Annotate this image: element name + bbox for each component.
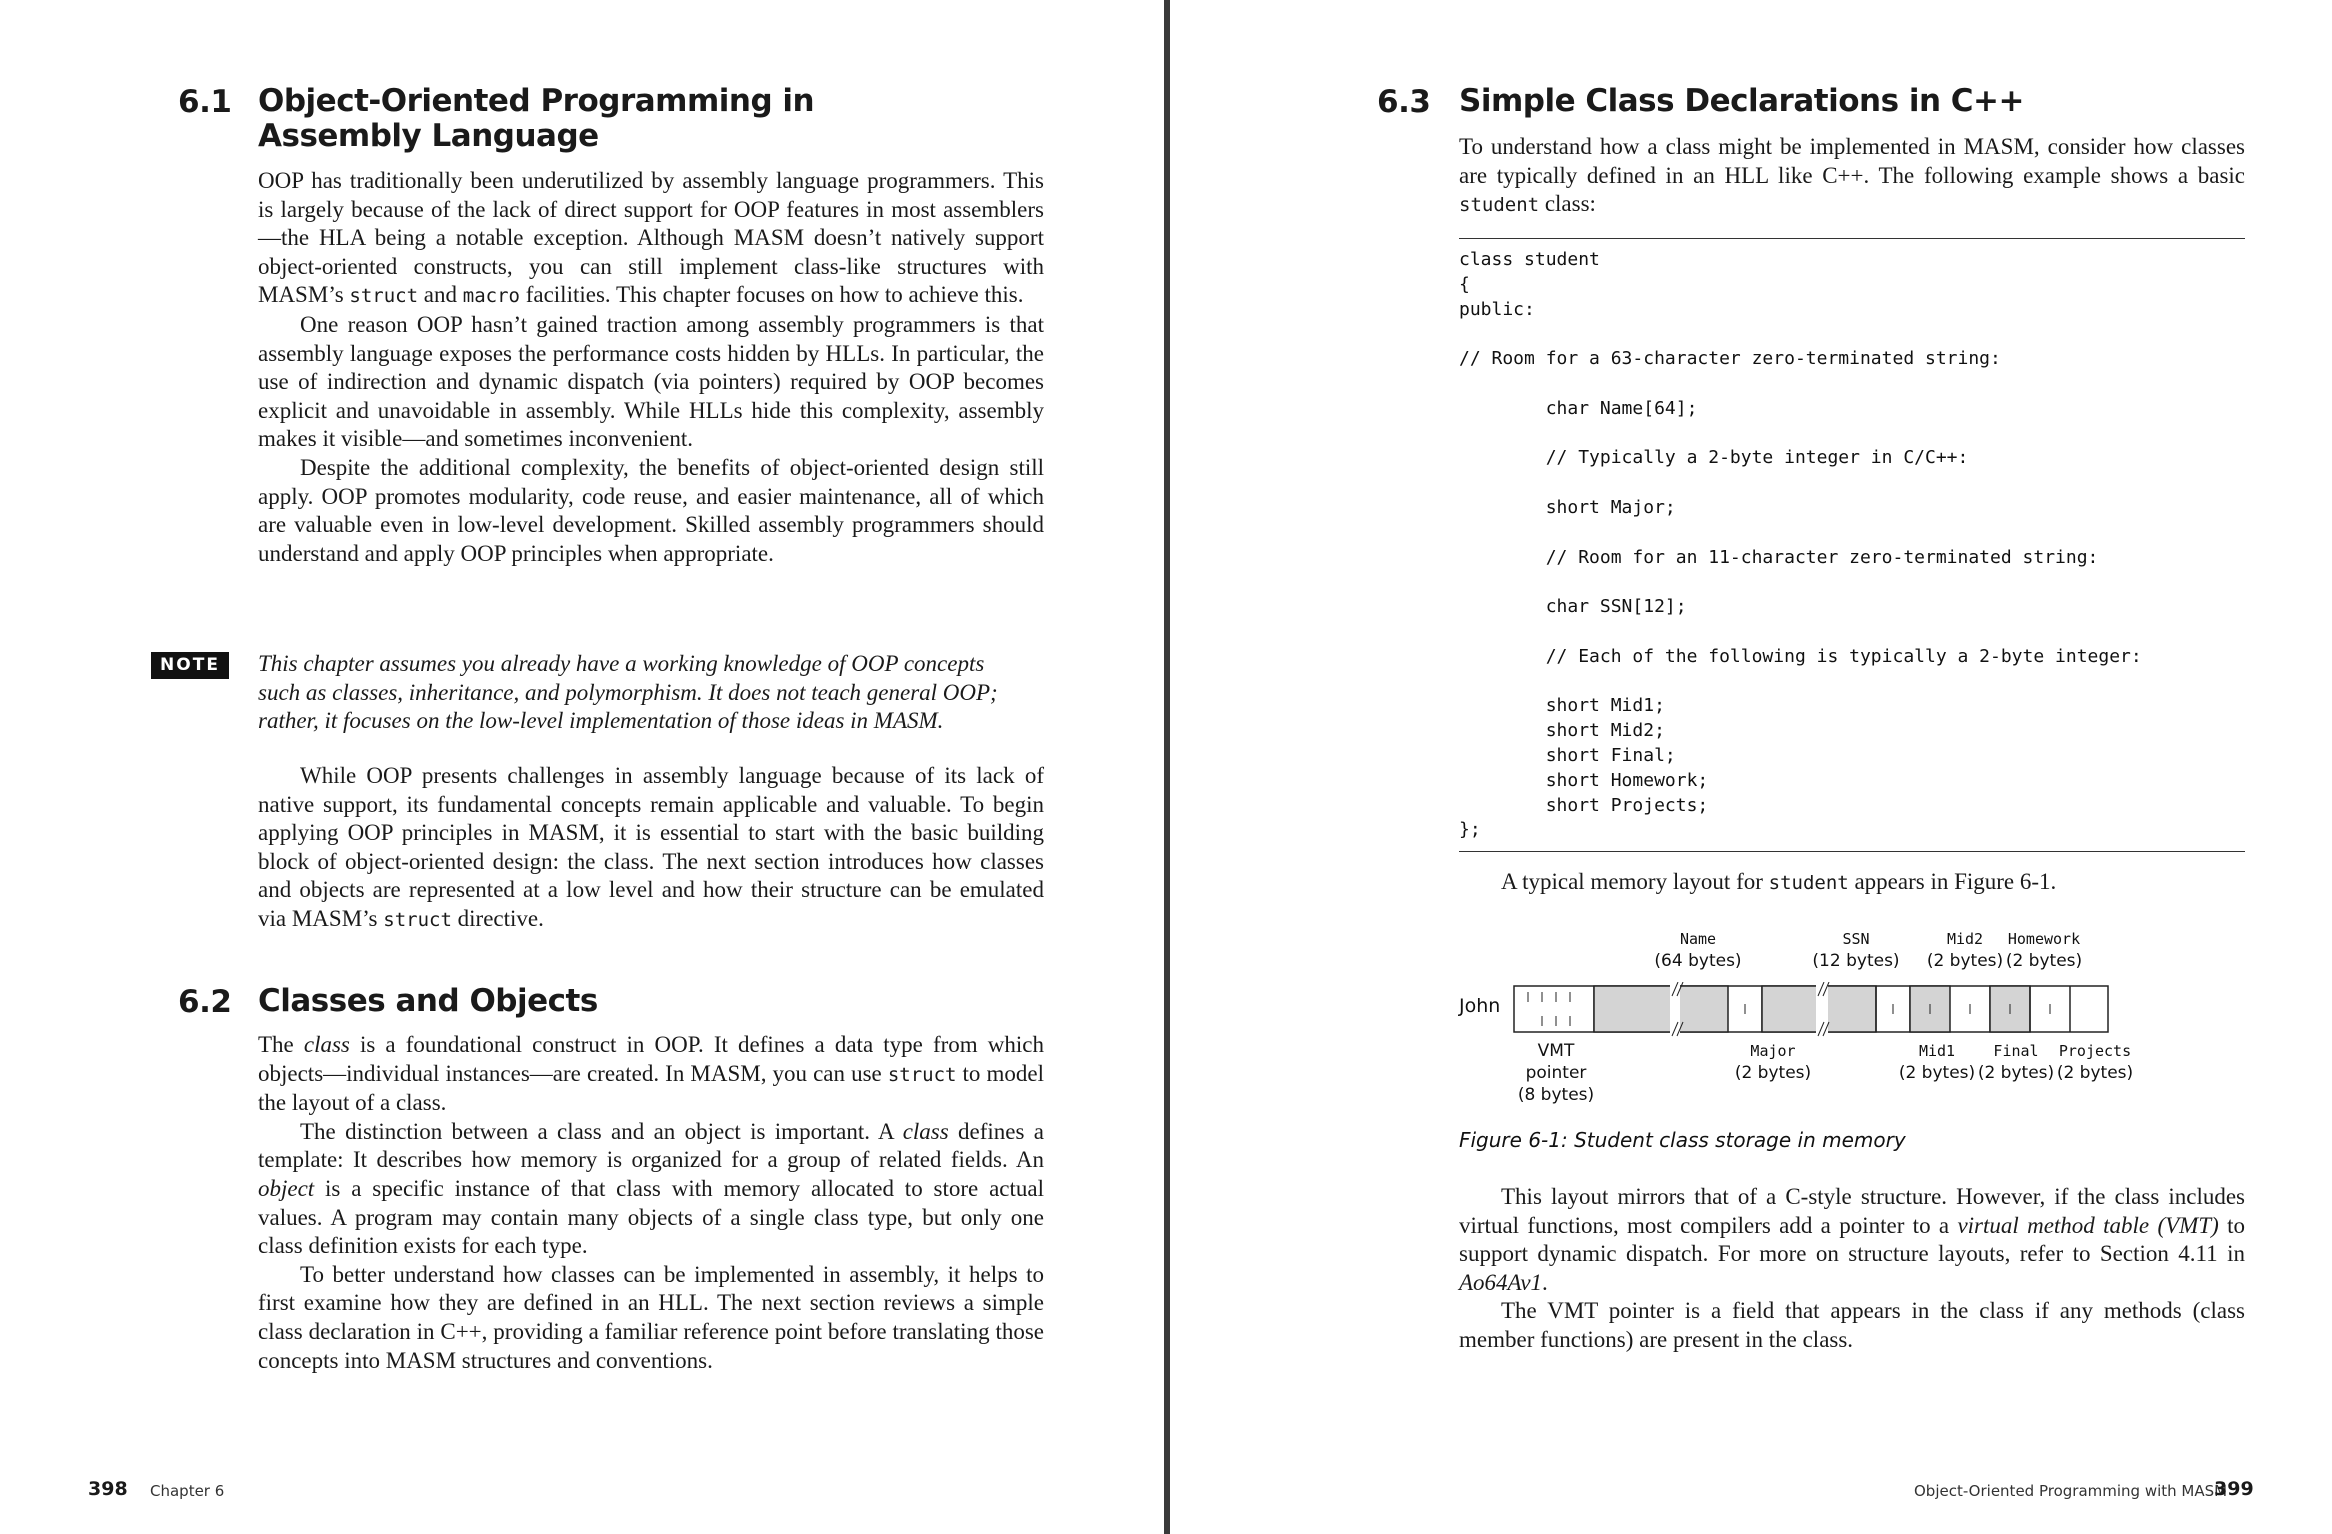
label-mid1: Mid1 (2 bytes) [1898,1042,1976,1083]
code-line: // Typically a 2-byte integer in C/C++: [1459,447,1969,469]
code-line: char SSN[12]; [1459,596,1687,618]
section-number-6-3: 6.3 [1377,84,1431,120]
code-line: // Room for an 11-character zero-terminated string: [1459,546,2099,568]
label-vmt-pointer: VMT pointer (8 bytes) [1517,1041,1595,1105]
paragraph: One reason OOP hasn’t gained traction among assembly programmers is that assembly language exposes the performance costs hidden by HLLs. In particular, the use of indirection and dynamic dispatch (via pointers) required by OOP becomes explicit and unavoidable in assembly. While HLLs hide this complexity, assembly makes it visible—and sometimes inconvenient. [258,311,1044,452]
inline-code: struct [349,285,419,308]
code-line: short Homework; [1459,769,1709,791]
paragraph: Despite the additional complexity, the benefits of object-oriented design still apply. OOP promotes modularity, code reuse, and easier maintenance, all of which are valuable even in low-level development. Skilled assembly programmers should understand and apply OOP principles when appropriate. [258,454,1044,566]
code-line: char Name[64]; [1459,397,1698,419]
label-homework: Homework (2 bytes) [2005,930,2083,971]
inline-code: struct [383,908,452,931]
mid2-field [1910,986,1950,1032]
label-ssn: SSN (12 bytes) [1812,930,1900,971]
inline-code: student [1768,872,1849,894]
section-number-6-2: 6.2 [178,984,232,1020]
name-field [1594,982,1728,1036]
paragraph: The class is a foundational construct in OOP. It defines a data type from which objects—individual instances—are created. In MASM, you can use struct to model the layout of a class. [258,1032,1044,1116]
code-line: { [1459,273,1470,295]
label-projects: Projects (2 bytes) [2056,1042,2134,1083]
inline-code: struct [887,1063,957,1086]
paragraph: This layout mirrors that of a C-style structure. However, if the class includes virtual functions, most compilers add a pointer to a virtual method table (VMT) to support dynamic dispatch. For more on structure layouts, refer to Section 4.11 in Ao64Av1. [1459,1184,2245,1295]
code-line: public: [1459,298,1535,320]
page-number-left: 398 [88,1478,128,1500]
section-title-line2: Assembly Language [258,118,599,154]
right-page [1170,0,2332,1534]
page-number-right: 399 [2214,1478,2254,1500]
ssn-field [1762,982,1876,1036]
note-label: NOTE [151,652,229,679]
code-listing [1459,238,2245,852]
paragraph: The distinction between a class and an object is important. A class defines a template: It describes how memory is organized for a group of related fields. An object is a specific instance of that class with memory allocated to store actual values. A program may contain many objects of a single class type, but only one class definition exists for each type. [258,1118,1044,1259]
homework-field [1990,986,2030,1032]
code-line: short Projects; [1459,794,1709,816]
label-major: Major (2 bytes) [1734,1042,1812,1083]
code-line: // Room for a 63-character zero-terminated string: [1459,348,2001,370]
section-6-3-intro [1459,133,2245,220]
paragraph: A typical memory layout for student appears in Figure 6-1. [1501,869,2057,894]
section-title-line1: Object-Oriented Programming in [258,83,815,119]
code-line: // Each of the following is typically a 2-byte integer: [1459,645,2142,667]
running-head-right: Object-Oriented Programming with MASM [1914,1482,2228,1500]
inline-code: student [1459,194,1540,217]
section-title-6-1 [258,84,814,154]
section-6-1-body [258,167,1044,568]
row-label-john: John [1459,995,1501,1017]
paragraph: While OOP presents challenges in assembly language because of its lack of native support, its fundamental concepts remain applicable and valuable. To begin applying OOP principles in MASM, it is essential to start with the basic building block of object-oriented design: the class. The next section introduces how classes and objects are represented at a low level and how their structure can be emulated via MASM’s struct directive. [258,763,1044,931]
label-final: Final (2 bytes) [1977,1042,2055,1083]
label-mid2: Mid2 (2 bytes) [1926,930,2004,971]
paragraph: To understand how a class might be implemented in MASM, consider how classes are typically defined in an HLL like C++. The following example shows a basic student class: [1459,134,2245,217]
code-line: short Major; [1459,497,1676,518]
figure-intro [1459,868,2245,898]
section-6-1-closing [258,762,1044,935]
paragraph: The VMT pointer is a field that appears in the class if any methods (class member functions) are present in the class. [1459,1298,2245,1352]
section-title-6-2: Classes and Objects [258,983,598,1019]
section-6-2-body [258,1031,1044,1375]
inline-code: macro [462,285,520,308]
code-line: }; [1459,819,1481,841]
paragraph: To better understand how classes can be implemented in assembly, it helps to first examine how they are defined in an HLL. The next section reviews a simple class declaration in C++, providing a familiar reference point before translating those concepts into MASM structures and conventions. [258,1261,1044,1373]
note-text: This chapter assumes you already have a working knowledge of OOP concepts such as classes, inheritance, and polymorphism. It does not teach general OOP; rather, it focuses on the low-level implementation of those ideas in MASM. [258,651,998,734]
memory-layout-diagram [1510,982,2280,1038]
code-line: short Mid2; [1459,720,1665,742]
section-title-6-3: Simple Class Declarations in C++ [1459,83,2025,119]
running-head-left: Chapter 6 [150,1482,225,1500]
left-page [0,0,1164,1534]
code-line: short Final; [1459,745,1676,766]
figure-caption: Figure 6-1: Student class storage in memory [1459,1128,1906,1152]
paragraph: OOP has traditionally been underutilized by assembly language programmers. This is largely because of the lack of direct support for OOP features in most assemblers—the HLA being a notable exception. Although MASM doesn’t natively support object-oriented constructs, you can still implement class-like structures with MASM’s struct and macro facilities. This chapter focuses on how to achieve this. [258,168,1044,308]
code-line: short Mid1; [1459,695,1665,717]
section-number-6-1: 6.1 [178,84,232,120]
section-6-3-closing [1459,1183,2245,1355]
code-line: class student [1459,249,1600,270]
label-name: Name (64 bytes) [1654,930,1742,971]
